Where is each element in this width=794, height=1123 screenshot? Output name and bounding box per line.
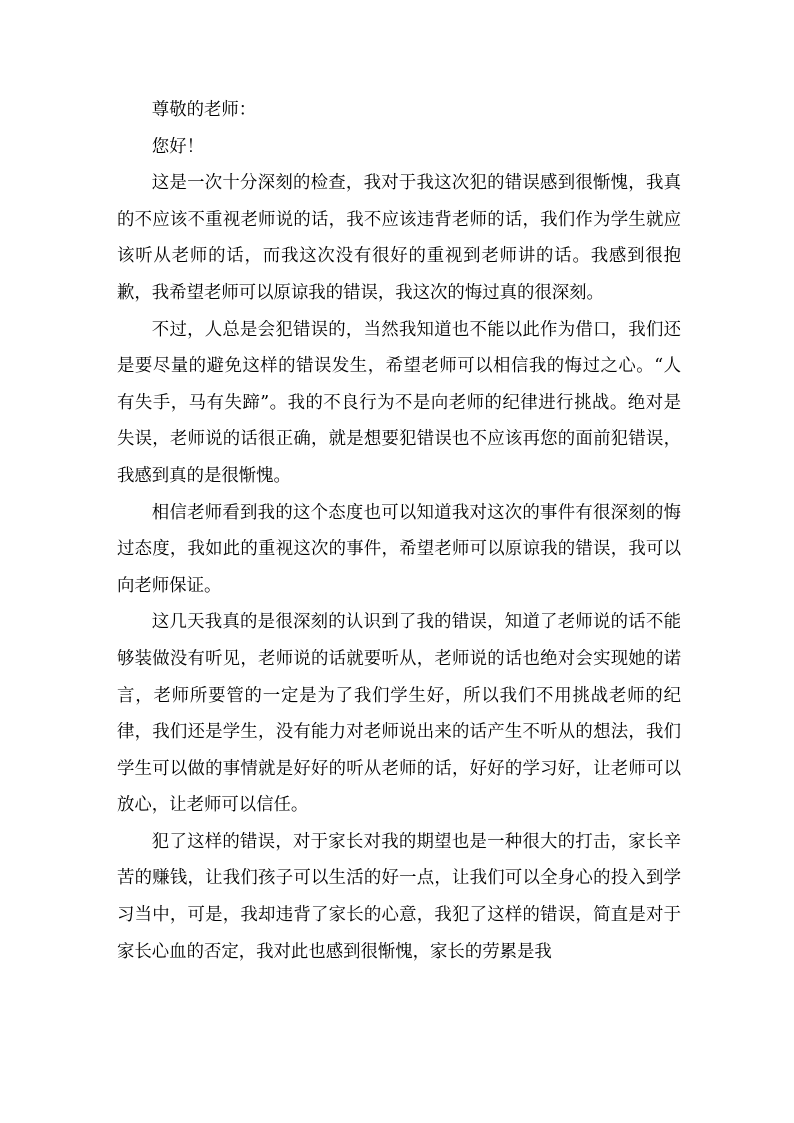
salutation: 尊敬的老师： — [151, 100, 257, 120]
paragraph-5: 犯了这样的错误，对于家长对我的期望也是一种很大的打击，家长辛苦的赚钱，让我们孩子可以生活的好一点，让我们可以全身心的投入到学习当中，可是，我却违背了家长的心意，我犯了这样的错误，简直是对于家长心血的否定，我对此也感到很惭愧，家长的劳累是我 — [117, 831, 681, 962]
paragraph-1: 这是一次十分深刻的检查，我对于我这次犯的错误感到很惭愧，我真的不应该不重视老师说的话，我不应该违背老师的话，我们作为学生就应该听从老师的话，而我这次没有很好的重视到老师讲的话。我感到很抱歉，我希望老师可以原谅我的错误，我这次的悔过真的很深刻。 — [117, 173, 681, 303]
paragraph-4: 这几天我真的是很深刻的认识到了我的错误，知道了老师说的话不能够装做没有听见，老师说的话就要听从，老师说的话也绝对会实现她的诺言，老师所要管的一定是为了我们学生好，所以我们不用挑战老师的纪律，我们还是学生，没有能力对老师说出来的话产生不听从的想法，我们学生可以做的事情就是好好的听从老师的话，好好的学习好，让老师可以放心，让老师可以信任。 — [117, 612, 681, 816]
paragraph-2: 不过，人总是会犯错误的，当然我知道也不能以此作为借口，我们还是要尽量的避免这样的错误发生，希望老师可以相信我的悔过之心。“人有失手，马有失蹄”。我的不良行为不是向老师的纪律进行挑战。绝对是失误，老师说的话很正确，就是想要犯错误也不应该再您的面前犯错误，我感到真的是很惭愧。 — [117, 319, 681, 486]
letter-body — [117, 92, 681, 970]
greeting: 您好！ — [151, 136, 204, 157]
paragraph-3: 相信老师看到我的这个态度也可以知道我对这次的事件有很深刻的悔过态度，我如此的重视这次的事件，希望老师可以原谅我的错误，我可以向老师保证。 — [117, 502, 681, 596]
